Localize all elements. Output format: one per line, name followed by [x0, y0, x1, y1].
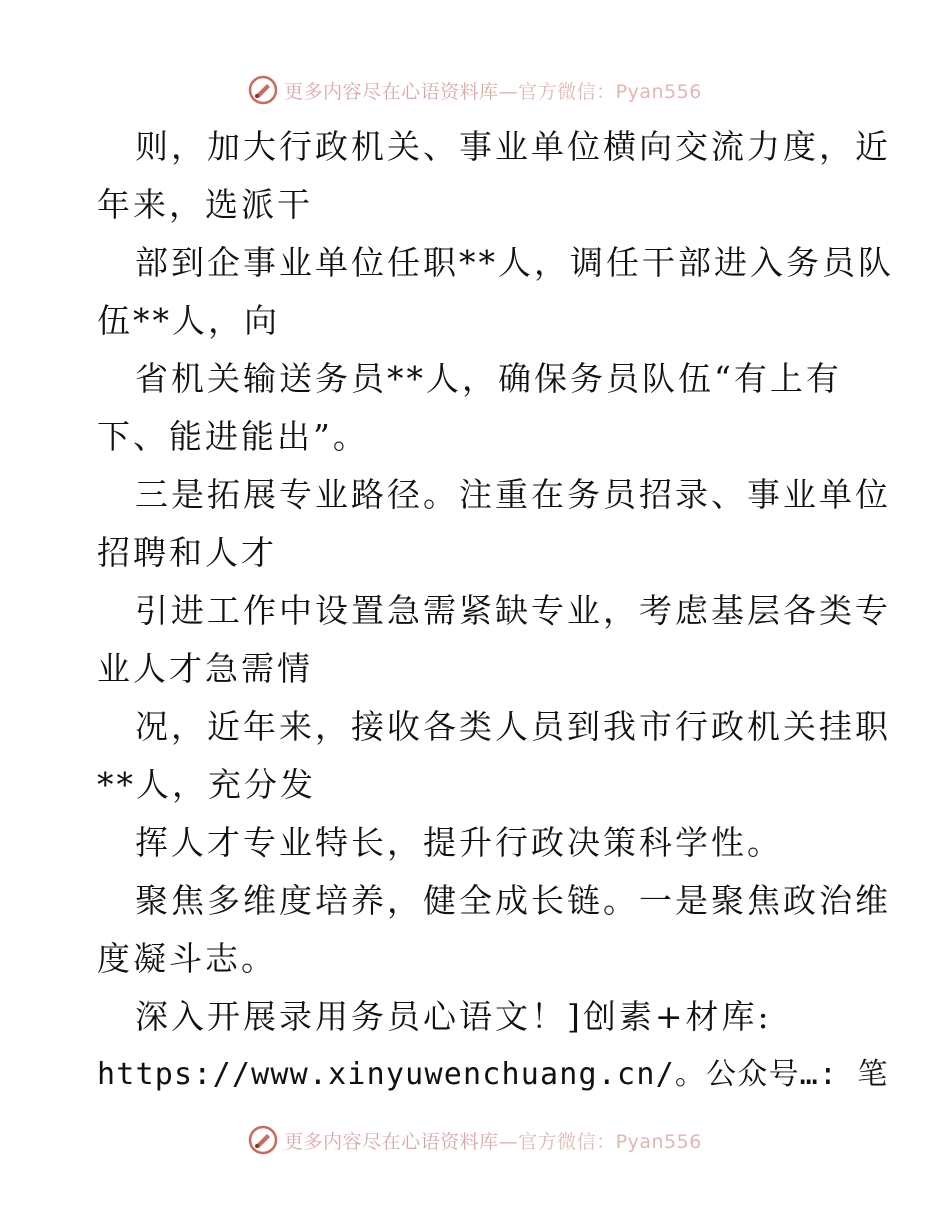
watermark-account: 官方微信：Pyan556	[518, 80, 702, 103]
document-body	[97, 118, 894, 1104]
watermark-separator: —	[498, 80, 519, 103]
watermark-separator: —	[498, 1130, 519, 1153]
text-line: 年来，选派干	[97, 185, 313, 224]
text-line: 度凝斗志。	[97, 939, 277, 978]
watermark-text	[284, 1127, 702, 1154]
header-watermark	[0, 70, 950, 110]
text-line: 伍**人，向	[97, 301, 280, 340]
text-line: 深入开展录用务员心语文！]创素+材库:	[135, 997, 772, 1036]
watermark-brand: 更多内容尽在心语资料库	[284, 1130, 499, 1153]
text-line: 聚焦多维度培养，健全成长链。一是聚焦政治维	[135, 881, 891, 920]
text-line: 下、能进能出”。	[97, 417, 369, 456]
text-line: 省机关输送务员**人，确保务员队伍“有上有	[135, 359, 842, 398]
text-line: 业人才急需情	[97, 649, 313, 688]
text-line: 三是拓展专业路径。注重在务员招录、事业单位	[135, 475, 891, 514]
text-line: 引进工作中设置急需紧缺专业，考虑基层各类专	[135, 591, 891, 630]
brand-logo-icon	[248, 75, 278, 105]
watermark-account: 官方微信：Pyan556	[518, 1130, 702, 1153]
text-line: 况，近年来，接收各类人员到我市行政机关挂职	[135, 707, 891, 746]
text-line: 则，加大行政机关、事业单位横向交流力度，近	[135, 127, 891, 166]
text-line: 部到企事业单位任职**人，调任干部进入务员队	[135, 243, 894, 282]
footer-watermark	[0, 1120, 950, 1160]
url-line: https://www.xinyuwenchuang.cn/。公众号…: 笔	[97, 1057, 889, 1092]
watermark-text	[284, 77, 702, 104]
text-line: 招聘和人才	[97, 533, 277, 572]
brand-logo-icon	[248, 1125, 278, 1155]
text-line: 挥人才专业特长，提升行政决策科学性。	[135, 823, 783, 862]
text-line: **人，充分发	[97, 765, 316, 804]
watermark-brand: 更多内容尽在心语资料库	[284, 80, 499, 103]
